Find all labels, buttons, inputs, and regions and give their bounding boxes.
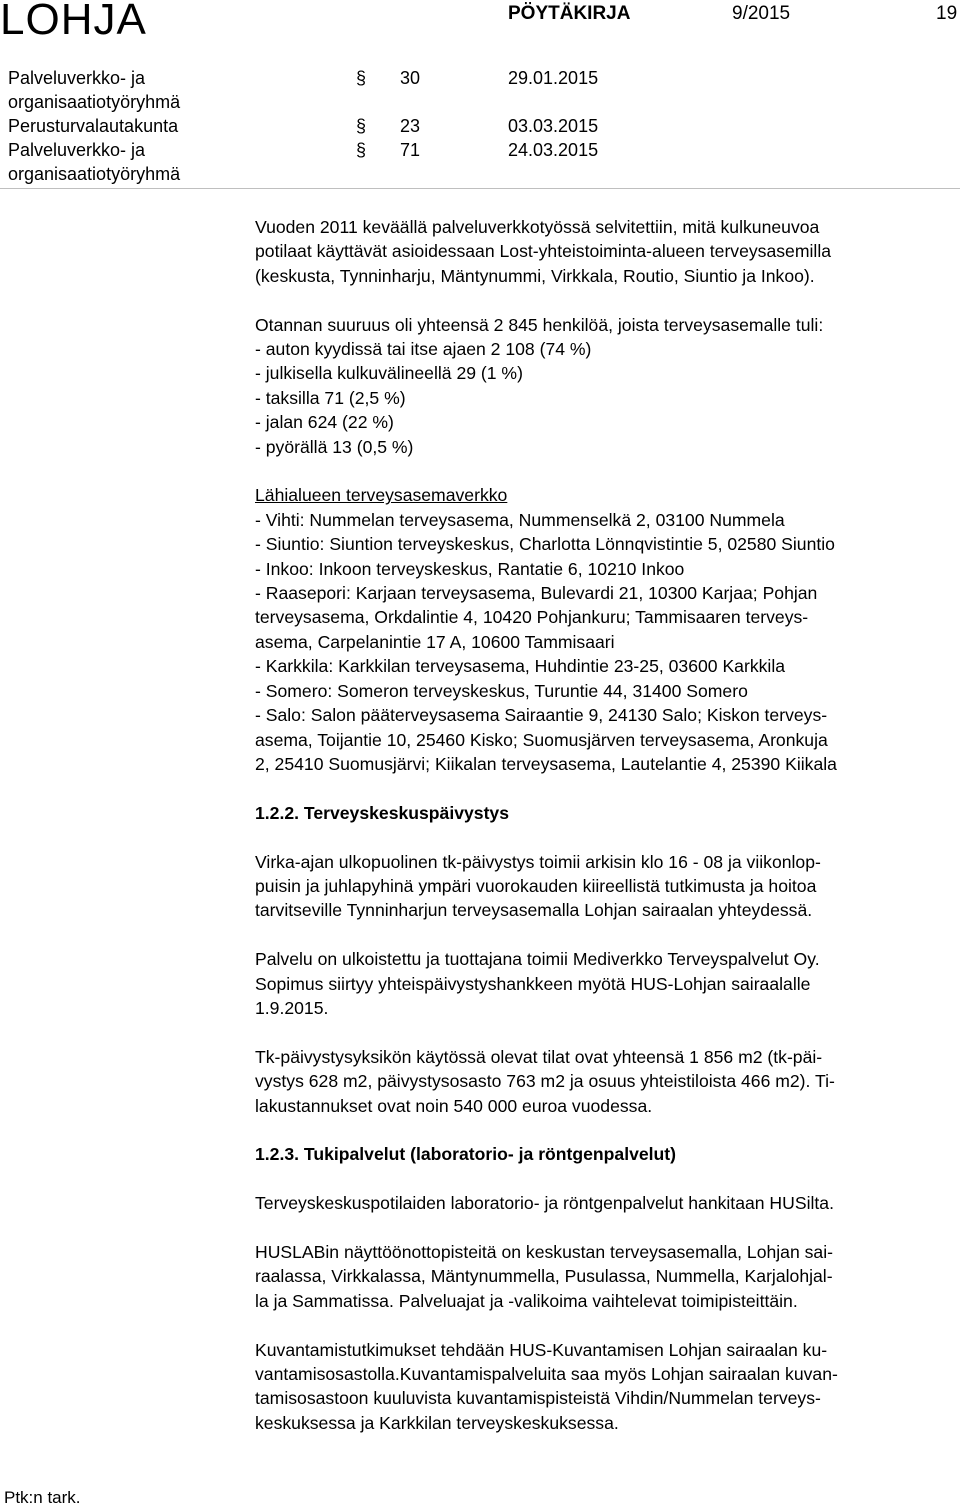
sample-paragraph: Otannan suuruus oli yhteensä 2 845 henkilöä, joista terveysasemalle tuli: - auton kyydissä tai itse ajaen 2 108 (74 %) - julkisella kulkuvälineellä 29 (1 %) - taksilla 71 (2,5 %) - jalan 624 (22 %) - pyörällä 13 (0,5 %) — [255, 314, 824, 457]
minutes-body — [255, 215, 958, 1460]
meeting-date: 24.03.2015 — [508, 140, 599, 160]
facilities-paragraph: Tk-päivystysyksikön käytössä olevat tilat ovat yhteensä 1 856 m2 (tk-päi- vystys 628 m2, päivystysosasto 763 m2 ja osuus yhteistiloista 466 m2). Ti- lakustannukset ovat noin 540 000 euroa vuodessa. — [255, 1046, 835, 1116]
section-number: 23 — [400, 116, 421, 136]
header-divider — [0, 188, 960, 189]
meeting-history-row — [0, 114, 960, 138]
section-number: 30 — [400, 68, 421, 88]
meeting-date: 03.03.2015 — [508, 116, 599, 136]
meeting-history-row — [0, 138, 960, 186]
provider-paragraph: Palvelu on ulkoistettu ja tuottajana toimii Mediverkko Terveyspalvelut Oy. Sopimus siirtyy yhteispäivystyshankkeen myötä HUS-Lohjan sairaalalle 1.9.2015. — [255, 949, 820, 1018]
section-heading-122: 1.2.2. Terveyskeskuspäivystys — [255, 802, 509, 823]
intro-paragraph: Vuoden 2011 keväällä palveluverkkotyössä selvitettiin, mitä kulkuneuvoa potilaat käyttävät asioidessaan Lost-yhteistoiminta-alueen terveysasemilla (keskusta, Tynninharju, Mäntynummi, Virkkala, Routio, Siuntio ja Inkoo). — [255, 217, 832, 286]
logo: LOHJA — [0, 0, 147, 44]
page-number: 19 — [936, 3, 958, 24]
section-heading-123: 1.2.3. Tukipalvelut (laboratorio- ja röntgenpalvelut) — [255, 1144, 677, 1165]
organ-name: Palveluverkko- ja organisaatiotyöryhmä — [8, 140, 181, 184]
emergency-paragraph: Virka-ajan ulkopuolinen tk-päivystys toimii arkisin klo 16 - 08 ja viikonlop- puisin ja juhlapyhinä ympäri vuorokauden kiireellistä tutkimusta ja hoitoa tarvitseville Tynninharjun terveysasemalla Lohjan sairaalan yhteydessä. — [255, 851, 821, 921]
support-paragraph: Terveyskeskuspotilaiden laboratorio- ja röntgenpalvelut hankitaan HUSilta. — [255, 1193, 834, 1214]
document-type: PÖYTÄKIRJA — [508, 3, 631, 24]
huslab-paragraph: HUSLABin näyttöönottopisteitä on keskustan terveysasemalla, Lohjan sai- raalassa, Virkkalassa, Mäntynummella, Pusulassa, Nummella, Karjalohjal- la ja Sammatissa. Palveluajat ja -valikoima vaihtelevat toimipisteittäin. — [255, 1241, 833, 1311]
meeting-history-row — [0, 66, 960, 114]
section-number: 71 — [400, 140, 421, 160]
network-paragraph: Lähialueen terveysasemaverkko - Vihti: Nummelan terveysasema, Nummenselkä 2, 03100 Nummela - Siuntio: Siuntion terveyskeskus, Charlotta Lönnqvistintie 5, 02580 Siuntio - Inkoo: Inkoon terveyskeskus, Rantatie 6, 10210 Inkoo - Raasepori: Karjaan terveysasema, Bulevardi 21, 10300 Karjaa; Pohjan terveysasema, Orkdalintie 4, 10420 Pohjankuru; Tammisaaren terveys- asema, Carpelanintie 17 A, 10600 Tammisaari - Karkkila: Karkkilan terveysasema, Huhdintie 23-25, 03600 Karkkila - Somero: Someron terveyskeskus, Turuntie 44, 31400 Somero - Salo: Salon pääterveysasema Sairaantie 9, 24130 Salo; Kiskon terveys- asema, Toijantie 10, 25460 Kisko; Suomusjärven terveysasema, Aronkuja 2, 25410 Suomusjärvi; Kiikalan terveysasema, Lautelantie 4, 25390 Kiikala — [255, 483, 958, 776]
network-title: Lähialueen terveysasemaverkko — [255, 485, 508, 506]
meeting-history-table — [0, 66, 960, 186]
meeting-date: 29.01.2015 — [508, 68, 599, 88]
organ-name: Palveluverkko- ja organisaatiotyöryhmä — [8, 68, 181, 112]
document-number: 9/2015 — [732, 3, 791, 24]
imaging-paragraph: Kuvantamistutkimukset tehdään HUS-Kuvantamisen Lohjan sairaalan ku- vantamisosastolla.Kuvantamispalveluita saa myös Lohjan sairaalan kuvan- tamisosastoon kuuluvista kuvantamispisteistä Vihdin/Nummelan terveys- keskuksessa ja Karkkilan terveyskeskuksessa. — [255, 1339, 838, 1433]
minutes-checked-label: Ptk:n tark. — [4, 1488, 81, 1507]
organ-name: Perusturvalautakunta — [8, 116, 179, 136]
